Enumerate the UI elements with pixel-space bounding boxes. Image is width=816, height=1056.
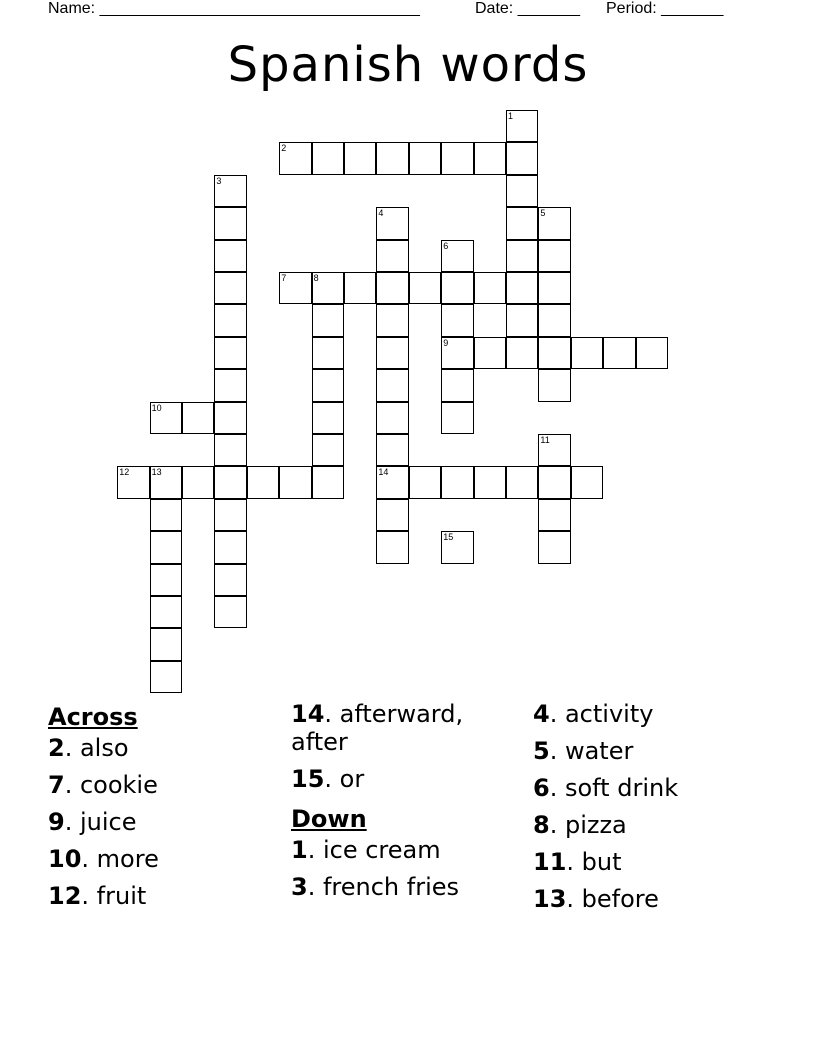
clue-2 xyxy=(48,734,268,762)
page-title: Spanish words xyxy=(227,37,589,93)
clue-number-label: 9 xyxy=(443,337,449,348)
clue-number-label: 13 xyxy=(151,467,162,478)
grid-cell[interactable] xyxy=(441,272,473,304)
grid-cell[interactable] xyxy=(376,304,408,336)
grid-cell[interactable] xyxy=(279,272,311,304)
grid-cell[interactable] xyxy=(376,240,408,272)
grid-cell[interactable] xyxy=(312,272,344,304)
grid-cell[interactable] xyxy=(506,240,538,272)
grid-cell[interactable] xyxy=(150,466,182,498)
grid-cell[interactable] xyxy=(214,175,246,207)
grid-cell[interactable] xyxy=(150,564,182,596)
grid-cell[interactable] xyxy=(538,207,570,239)
grid-cell[interactable] xyxy=(571,337,603,369)
clue-text: . or xyxy=(324,765,365,793)
clue-5 xyxy=(533,737,753,765)
clue-number-label: 4 xyxy=(378,208,384,219)
clue-15 xyxy=(291,765,511,793)
grid-cell[interactable] xyxy=(344,142,376,174)
grid-cell[interactable] xyxy=(150,661,182,693)
grid-cell[interactable] xyxy=(441,531,473,563)
grid-cell[interactable] xyxy=(279,466,311,498)
grid-cell[interactable] xyxy=(506,175,538,207)
clue-9 xyxy=(48,808,268,836)
grid-cell[interactable] xyxy=(214,304,246,336)
clue-number-label: 14 xyxy=(378,467,389,478)
clue-text: . pizza xyxy=(549,811,627,839)
grid-cell[interactable] xyxy=(312,337,344,369)
clue-text: . soft drink xyxy=(549,774,679,802)
grid-cell[interactable] xyxy=(538,466,570,498)
clue-text: . french fries xyxy=(307,873,460,901)
grid-cell[interactable] xyxy=(376,207,408,239)
grid-cell[interactable] xyxy=(441,466,473,498)
grid-cell[interactable] xyxy=(312,466,344,498)
clue-text: . but xyxy=(566,848,622,876)
clue-number: 8 xyxy=(533,811,550,839)
grid-cell[interactable] xyxy=(474,272,506,304)
clue-number: 3 xyxy=(291,873,308,901)
grid-cell[interactable] xyxy=(474,337,506,369)
grid-cell[interactable] xyxy=(150,596,182,628)
clue-text: . cookie xyxy=(64,771,158,799)
clue-13 xyxy=(533,885,753,913)
grid-cell[interactable] xyxy=(150,402,182,434)
grid-cell[interactable] xyxy=(312,402,344,434)
clue-11 xyxy=(533,848,753,876)
clue-3 xyxy=(291,873,511,901)
grid-cell[interactable] xyxy=(376,142,408,174)
grid-cell[interactable] xyxy=(214,402,246,434)
grid-cell[interactable] xyxy=(474,466,506,498)
grid-cell[interactable] xyxy=(636,337,668,369)
clue-12 xyxy=(48,882,268,910)
clue-text: . afterward, after xyxy=(291,700,464,756)
clue-number: 11 xyxy=(533,848,567,876)
clue-6 xyxy=(533,774,753,802)
clue-number-label: 5 xyxy=(540,208,546,219)
name-field[interactable]: Name: ____________________________________ xyxy=(48,0,420,17)
clue-number: 10 xyxy=(48,845,82,873)
grid-cell[interactable] xyxy=(214,240,246,272)
clue-number-label: 1 xyxy=(508,111,514,121)
grid-cell[interactable] xyxy=(506,466,538,498)
clue-7 xyxy=(48,771,268,799)
grid-cell[interactable] xyxy=(506,337,538,369)
clue-number: 5 xyxy=(533,737,550,765)
clue-number-label: 15 xyxy=(443,532,454,543)
grid-cell[interactable] xyxy=(441,337,473,369)
grid-cell[interactable] xyxy=(376,337,408,369)
clue-10 xyxy=(48,845,268,873)
grid-cell[interactable] xyxy=(441,304,473,336)
grid-cell[interactable] xyxy=(247,466,279,498)
grid-cell[interactable] xyxy=(312,434,344,466)
grid-cell[interactable] xyxy=(409,466,441,498)
clue-text: . juice xyxy=(64,808,137,836)
grid-cell[interactable] xyxy=(214,369,246,401)
down-heading: Down xyxy=(291,805,367,833)
grid-cell[interactable] xyxy=(538,369,570,401)
grid-cell[interactable] xyxy=(214,207,246,239)
grid-cell[interactable] xyxy=(117,466,149,498)
grid-cell[interactable] xyxy=(312,142,344,174)
grid-cell[interactable] xyxy=(538,337,570,369)
period-field[interactable]: Period: _______ xyxy=(606,0,724,17)
clue-number-label: 12 xyxy=(119,467,130,478)
grid-cell[interactable] xyxy=(150,499,182,531)
clue-number-label: 11 xyxy=(540,435,550,445)
grid-cell[interactable] xyxy=(150,531,182,563)
clue-number: 14 xyxy=(291,700,325,728)
grid-cell[interactable] xyxy=(214,564,246,596)
grid-cell[interactable] xyxy=(538,499,570,531)
grid-cell[interactable] xyxy=(214,434,246,466)
grid-cell[interactable] xyxy=(506,110,538,142)
grid-cell[interactable] xyxy=(214,596,246,628)
clue-number-label: 8 xyxy=(313,273,319,283)
grid-cell[interactable] xyxy=(376,369,408,401)
date-field[interactable]: Date: _______ xyxy=(475,0,580,17)
grid-cell[interactable] xyxy=(506,304,538,336)
clue-number: 12 xyxy=(48,882,82,910)
clue-number-label: 10 xyxy=(151,402,162,413)
clue-text: . water xyxy=(549,737,634,765)
grid-cell[interactable] xyxy=(376,466,408,498)
clue-number: 1 xyxy=(291,836,308,864)
grid-cell[interactable] xyxy=(214,337,246,369)
clue-14 xyxy=(291,700,511,756)
grid-cell[interactable] xyxy=(214,466,246,498)
clue-8 xyxy=(533,811,753,839)
clue-number-label: 3 xyxy=(216,175,222,186)
grid-cell[interactable] xyxy=(441,369,473,401)
grid-cell[interactable] xyxy=(182,402,214,434)
clue-text: . more xyxy=(81,845,159,873)
grid-cell[interactable] xyxy=(279,142,311,174)
clue-number: 6 xyxy=(533,774,550,802)
grid-cell[interactable] xyxy=(214,272,246,304)
grid-cell[interactable] xyxy=(409,142,441,174)
grid-cell[interactable] xyxy=(441,402,473,434)
grid-cell[interactable] xyxy=(506,272,538,304)
clue-text: . ice cream xyxy=(307,836,441,864)
clue-1 xyxy=(291,836,511,864)
grid-cell[interactable] xyxy=(376,531,408,563)
clue-number-label: 6 xyxy=(443,240,449,251)
clue-column-3 xyxy=(533,700,773,922)
clue-text: . fruit xyxy=(81,882,147,910)
grid-cell[interactable] xyxy=(214,499,246,531)
grid-cell[interactable] xyxy=(571,466,603,498)
grid-cell[interactable] xyxy=(376,434,408,466)
clue-number: 13 xyxy=(533,885,567,913)
grid-cell[interactable] xyxy=(474,142,506,174)
clue-4 xyxy=(533,700,753,728)
grid-cell[interactable] xyxy=(538,240,570,272)
grid-cell[interactable] xyxy=(312,304,344,336)
grid-cell[interactable] xyxy=(312,369,344,401)
grid-cell[interactable] xyxy=(344,272,376,304)
grid-cell[interactable] xyxy=(376,499,408,531)
grid-cell[interactable] xyxy=(506,142,538,174)
clue-number-label: 7 xyxy=(281,273,287,283)
grid-cell[interactable] xyxy=(441,142,473,174)
clue-text: . before xyxy=(566,885,659,913)
grid-cell[interactable] xyxy=(409,272,441,304)
clue-text: . also xyxy=(64,734,129,762)
clue-number: 9 xyxy=(48,808,65,836)
clue-text: . activity xyxy=(549,700,654,728)
grid-cell[interactable] xyxy=(376,272,408,304)
clue-number: 4 xyxy=(533,700,550,728)
grid-cell[interactable] xyxy=(506,207,538,239)
grid-cell[interactable] xyxy=(214,531,246,563)
grid-cell[interactable] xyxy=(441,240,473,272)
clue-number: 15 xyxy=(291,765,325,793)
grid-cell[interactable] xyxy=(538,304,570,336)
grid-cell[interactable] xyxy=(538,434,570,466)
grid-cell[interactable] xyxy=(603,337,635,369)
grid-cell[interactable] xyxy=(150,628,182,660)
across-heading: Across xyxy=(48,703,138,731)
clue-column-1 xyxy=(48,700,288,919)
grid-cell[interactable] xyxy=(538,272,570,304)
grid-cell[interactable] xyxy=(376,402,408,434)
clue-number: 7 xyxy=(48,771,65,799)
clue-number: 2 xyxy=(48,734,65,762)
clue-number-label: 2 xyxy=(281,143,287,154)
clue-column-2 xyxy=(291,700,531,910)
grid-cell[interactable] xyxy=(538,531,570,563)
grid-cell[interactable] xyxy=(182,466,214,498)
